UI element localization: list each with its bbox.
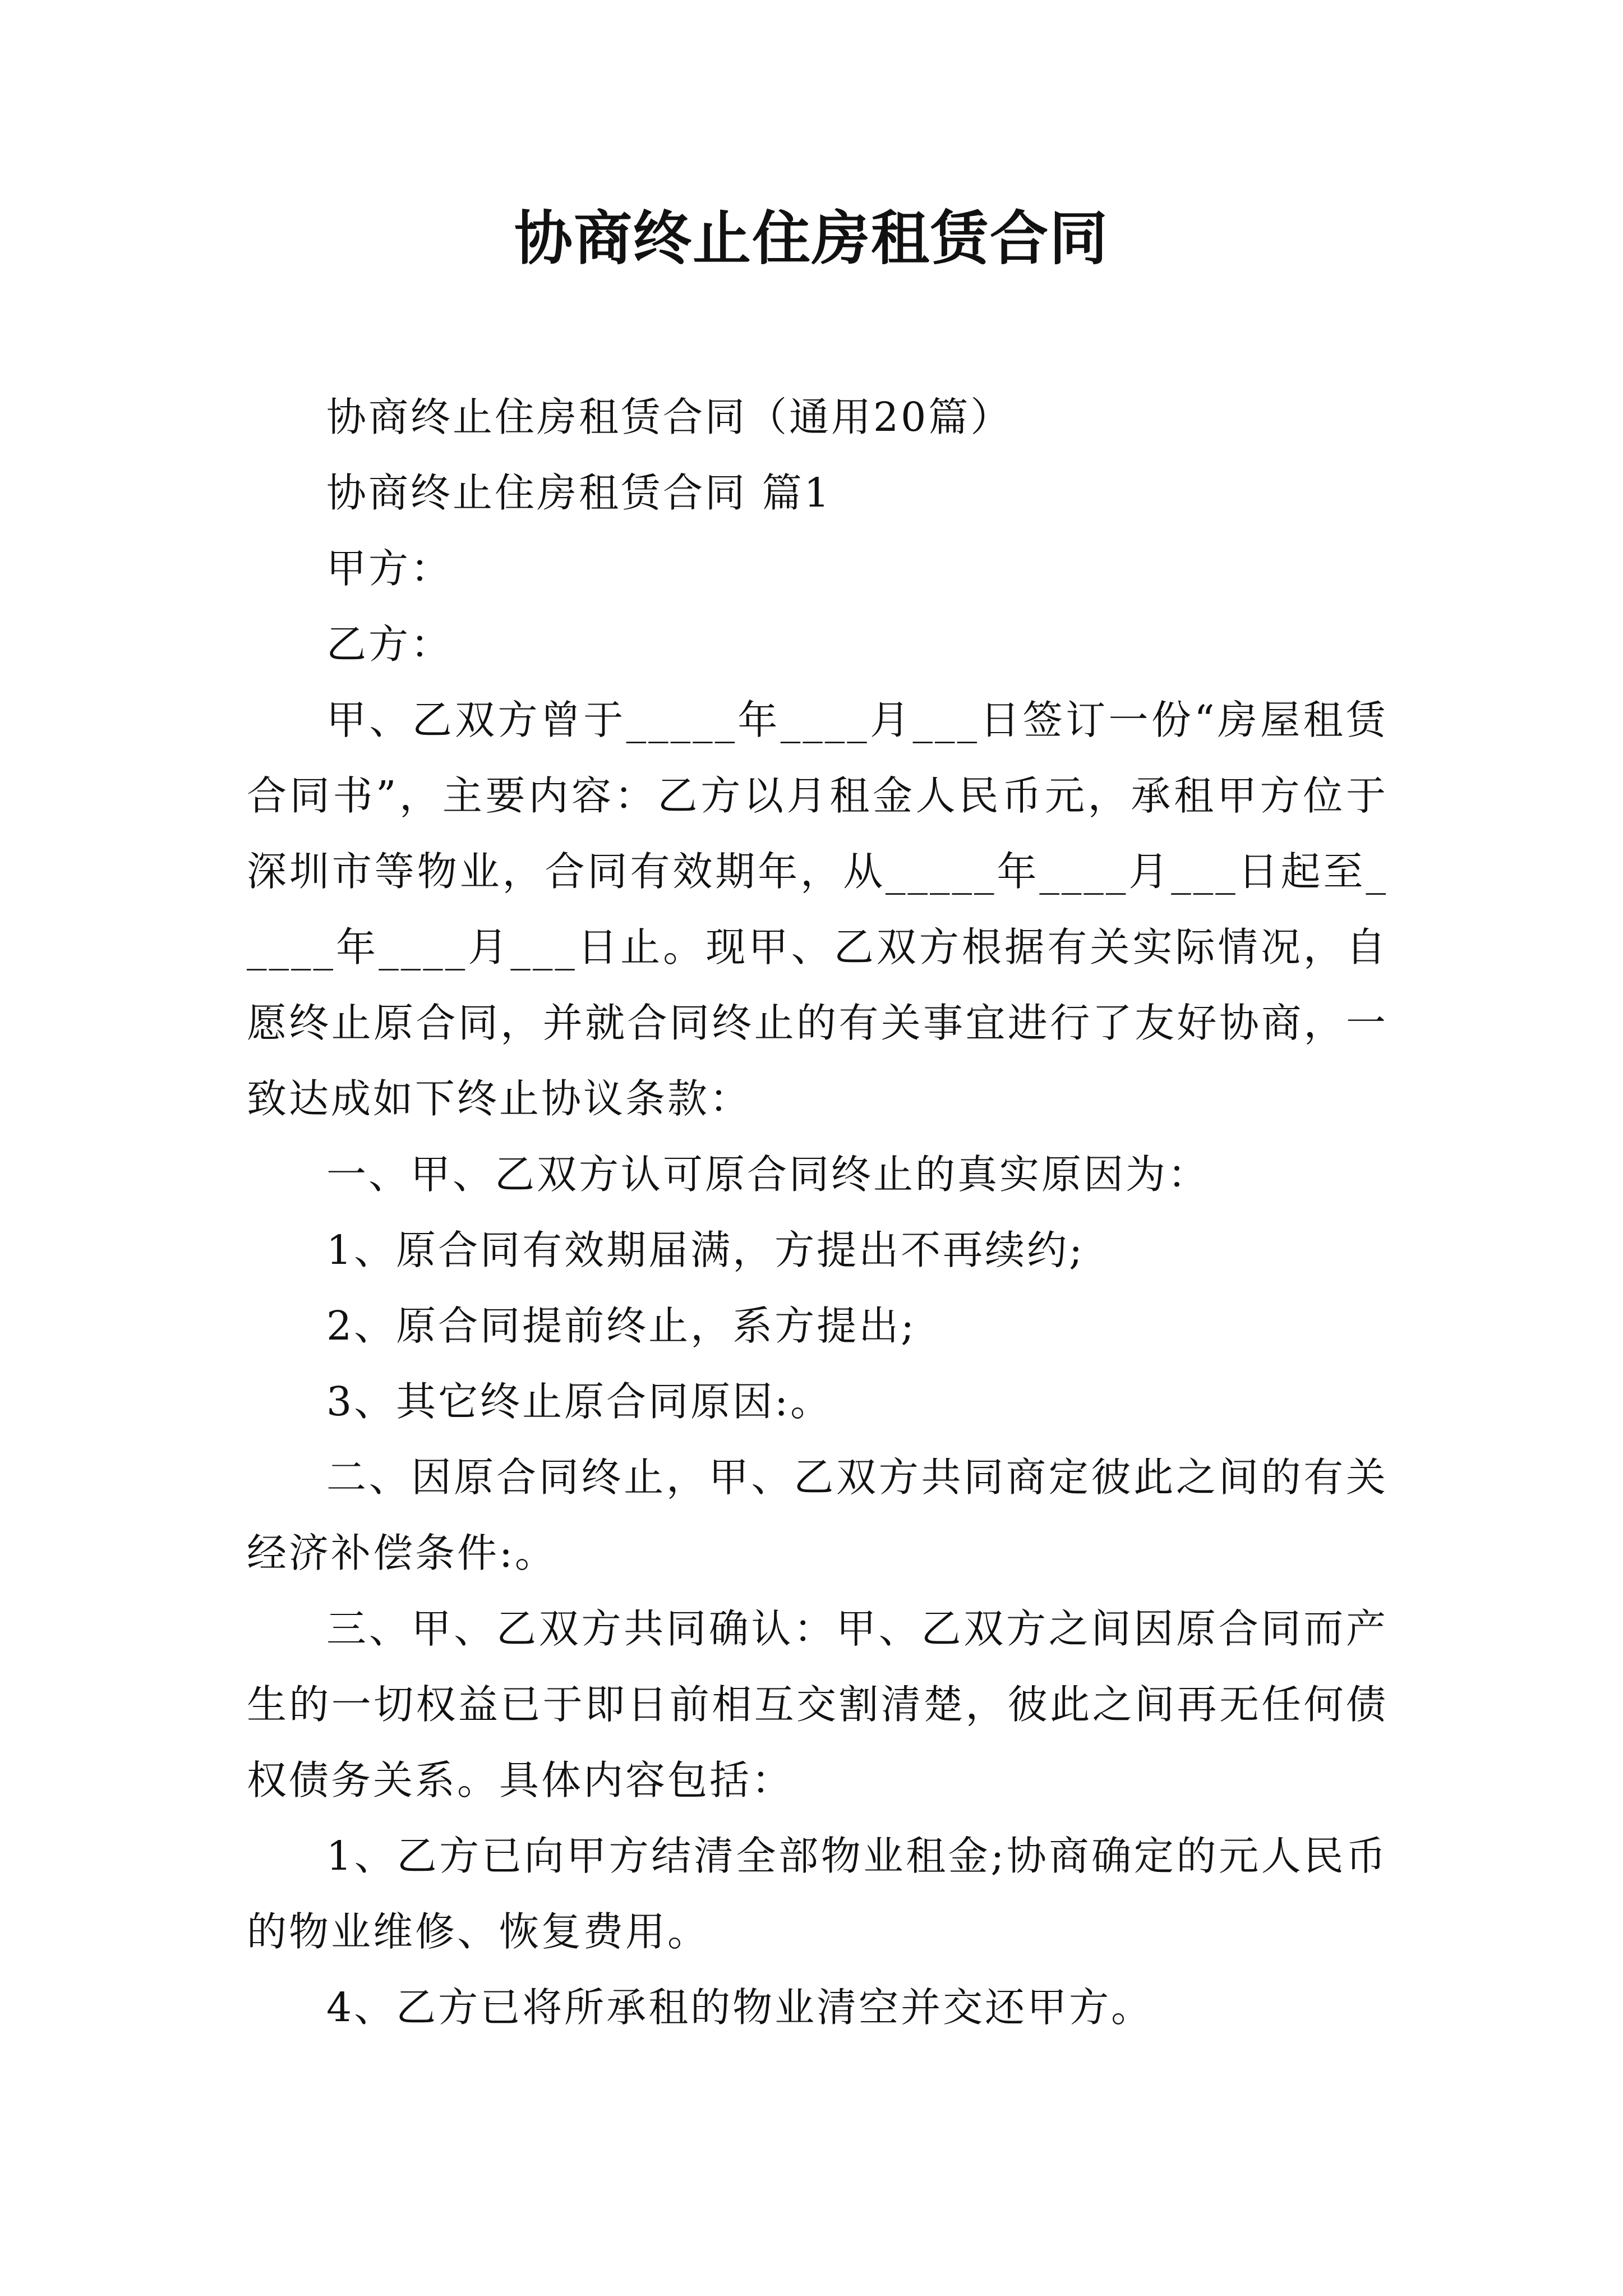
paragraph-section-heading: 协商终止住房租赁合同 篇1 (326, 470, 832, 516)
paragraph-clause-1-item-1: 1、原合同有效期届满，方提出不再续约; (326, 1227, 1085, 1273)
paragraph-clause-1-item-2: 2、原合同提前终止，系方提出; (326, 1303, 917, 1349)
paragraph-clause-2: 二、因原合同终止，甲、乙双方共同商定彼此之间的有关经济补偿条件:。 (247, 1454, 1388, 1576)
document-title: 协商终止住房租赁合同 (514, 204, 1109, 273)
paragraph-preamble: 甲、乙双方曾于_____年____月___日签订一份“房屋租赁合同书”，主要内容：乙方以月租金人民币元，承租甲方位于深圳市等物业，合同有效期年，从_____年____月___日起至_____年____月___日止。现甲、乙双方根据有关实际情况，自愿终止原合同，并就合同终止的有关事宜进行了友好协商，一致达成如下终止协议条款： (247, 697, 1388, 1122)
paragraph-party-a: 甲方： (326, 545, 453, 592)
paragraph-party-b: 乙方： (326, 621, 453, 668)
paragraph-subtitle: 协商终止住房租赁合同（通用20篇） (326, 394, 1013, 440)
paragraph-clause-1-item-3: 3、其它终止原合同原因:。 (326, 1378, 833, 1425)
paragraph-clause-3: 三、甲、乙双方共同确认：甲、乙双方之间因原合同而产生的一切权益已于即日前相互交割清楚，彼此之间再无任何债权债务关系。具体内容包括： (247, 1605, 1388, 1803)
document-body (247, 379, 1388, 2045)
paragraph-clause-1: 一、甲、乙双方认可原合同终止的真实原因为： (326, 1151, 1210, 1198)
paragraph-clause-3-item-4: 4、乙方已将所承租的物业清空并交还甲方。 (326, 1984, 1154, 2031)
paragraph-clause-3-item-1: 1、乙方已向甲方结清全部物业租金;协商确定的元人民币的物业维修、恢复费用。 (247, 1833, 1388, 1955)
